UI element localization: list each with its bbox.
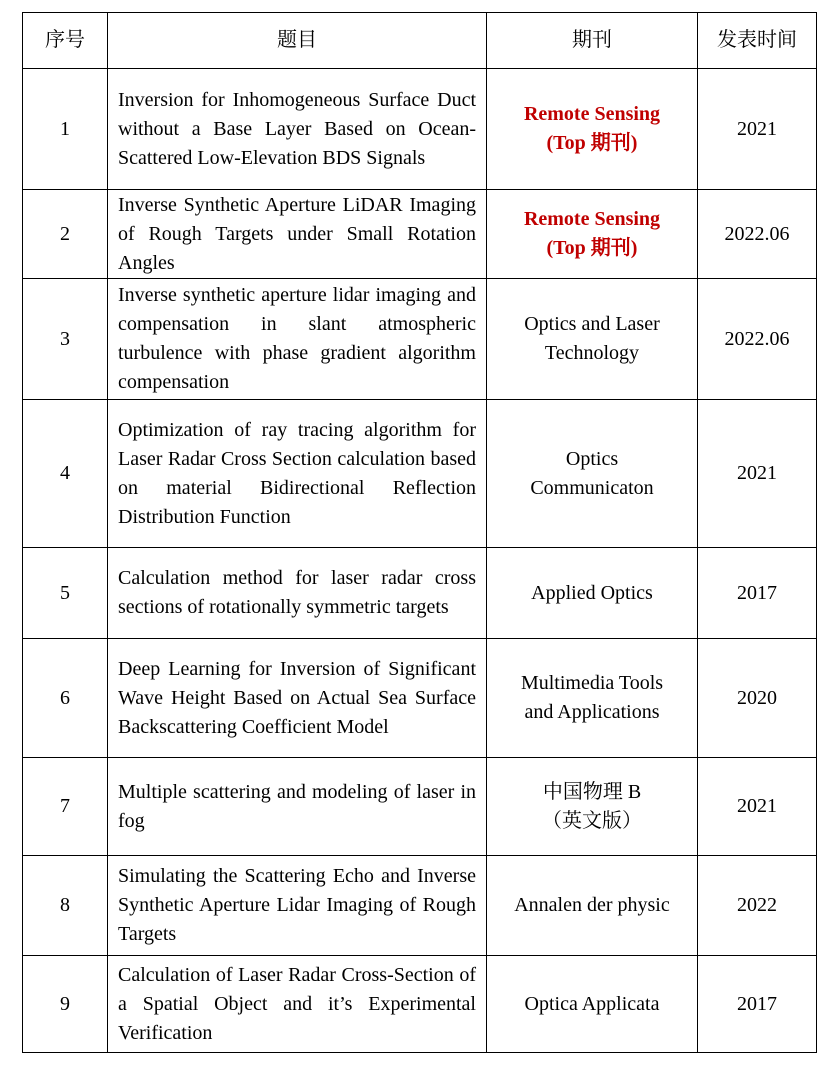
header-journal: 期刊 xyxy=(487,13,698,69)
row-title: Multiple scattering and modeling of laser in fog xyxy=(108,758,487,856)
row-journal xyxy=(487,279,698,400)
row-index: 7 xyxy=(23,758,108,856)
row-title: Optimization of ray tracing algorithm for Laser Radar Cross Section calculation based on material Bidirectional Reflection Distribution Function xyxy=(108,400,487,548)
row-title: Simulating the Scattering Echo and Inverse Synthetic Aperture Lidar Imaging of Rough Targets xyxy=(108,856,487,956)
row-journal xyxy=(487,400,698,548)
header-title: 题目 xyxy=(108,13,487,69)
table-row xyxy=(23,758,817,856)
row-title: Inversion for Inhomogeneous Surface Duct without a Base Layer Based on Ocean-Scattered Low-Elevation BDS Signals xyxy=(108,69,487,190)
journal-line: Annalen der physic xyxy=(514,894,670,916)
row-journal xyxy=(487,548,698,639)
journal-line: Remote Sensing xyxy=(523,103,661,125)
row-title: Deep Learning for Inversion of Significant Wave Height Based on Actual Sea Surface Backscattering Coefficient Model xyxy=(108,639,487,758)
row-index: 4 xyxy=(23,400,108,548)
journal-line: Applied Optics xyxy=(531,581,653,604)
row-date: 2017 xyxy=(698,956,817,1053)
row-journal xyxy=(487,956,698,1053)
row-date: 2022.06 xyxy=(698,279,817,400)
row-date: 2021 xyxy=(698,400,817,548)
row-index: 8 xyxy=(23,856,108,956)
journal-line: 中国物理 B xyxy=(542,780,642,803)
header-index: 序号 xyxy=(23,13,108,69)
table-row xyxy=(23,190,817,279)
header-date: 发表时间 xyxy=(698,13,817,69)
table-row xyxy=(23,400,817,548)
journal-line: Multimedia Tools xyxy=(520,672,664,694)
row-title: Calculation method for laser radar cross sections of rotationally symmetric targets xyxy=(108,548,487,639)
row-date: 2020 xyxy=(698,639,817,758)
table-body xyxy=(23,69,817,1053)
row-journal xyxy=(487,190,698,279)
row-journal xyxy=(487,856,698,956)
row-index: 2 xyxy=(23,190,108,279)
row-date: 2022.06 xyxy=(698,190,817,279)
publications-table xyxy=(22,12,817,1053)
row-date: 2021 xyxy=(698,758,817,856)
table-row xyxy=(23,956,817,1053)
journal-line: Optica Applicata xyxy=(524,992,660,1015)
row-title: Inverse synthetic aperture lidar imaging and compensation in slant atmospheric turbulence with phase gradient algorithm compensation xyxy=(108,279,487,400)
row-title: Inverse Synthetic Aperture LiDAR Imaging of Rough Targets under Small Rotation Angles xyxy=(108,190,487,279)
journal-line: and Applications xyxy=(524,701,660,723)
row-index: 1 xyxy=(23,69,108,190)
journal-line: Optics and Laser xyxy=(524,313,660,335)
row-date: 2021 xyxy=(698,69,817,190)
row-journal xyxy=(487,758,698,856)
journal-line: Optics xyxy=(565,447,619,470)
journal-line: Technology xyxy=(544,342,640,364)
row-journal xyxy=(487,639,698,758)
row-date: 2017 xyxy=(698,548,817,639)
table-row xyxy=(23,856,817,956)
row-date: 2022 xyxy=(698,856,817,956)
row-journal xyxy=(487,69,698,190)
row-index: 3 xyxy=(23,279,108,400)
table-row xyxy=(23,548,817,639)
row-index: 6 xyxy=(23,639,108,758)
journal-line: Communicaton xyxy=(530,476,654,499)
row-index: 9 xyxy=(23,956,108,1053)
journal-line: (Top 期刊) xyxy=(546,132,638,154)
table-row xyxy=(23,279,817,400)
row-title: Calculation of Laser Radar Cross-Section of a Spatial Object and it’s Experimental Verification xyxy=(108,956,487,1053)
table-row xyxy=(23,69,817,190)
table-row xyxy=(23,639,817,758)
journal-line: (Top 期刊) xyxy=(546,237,638,259)
row-index: 5 xyxy=(23,548,108,639)
journal-line: （英文版） xyxy=(542,809,642,832)
header-row xyxy=(23,13,817,69)
journal-line: Remote Sensing xyxy=(523,208,661,230)
